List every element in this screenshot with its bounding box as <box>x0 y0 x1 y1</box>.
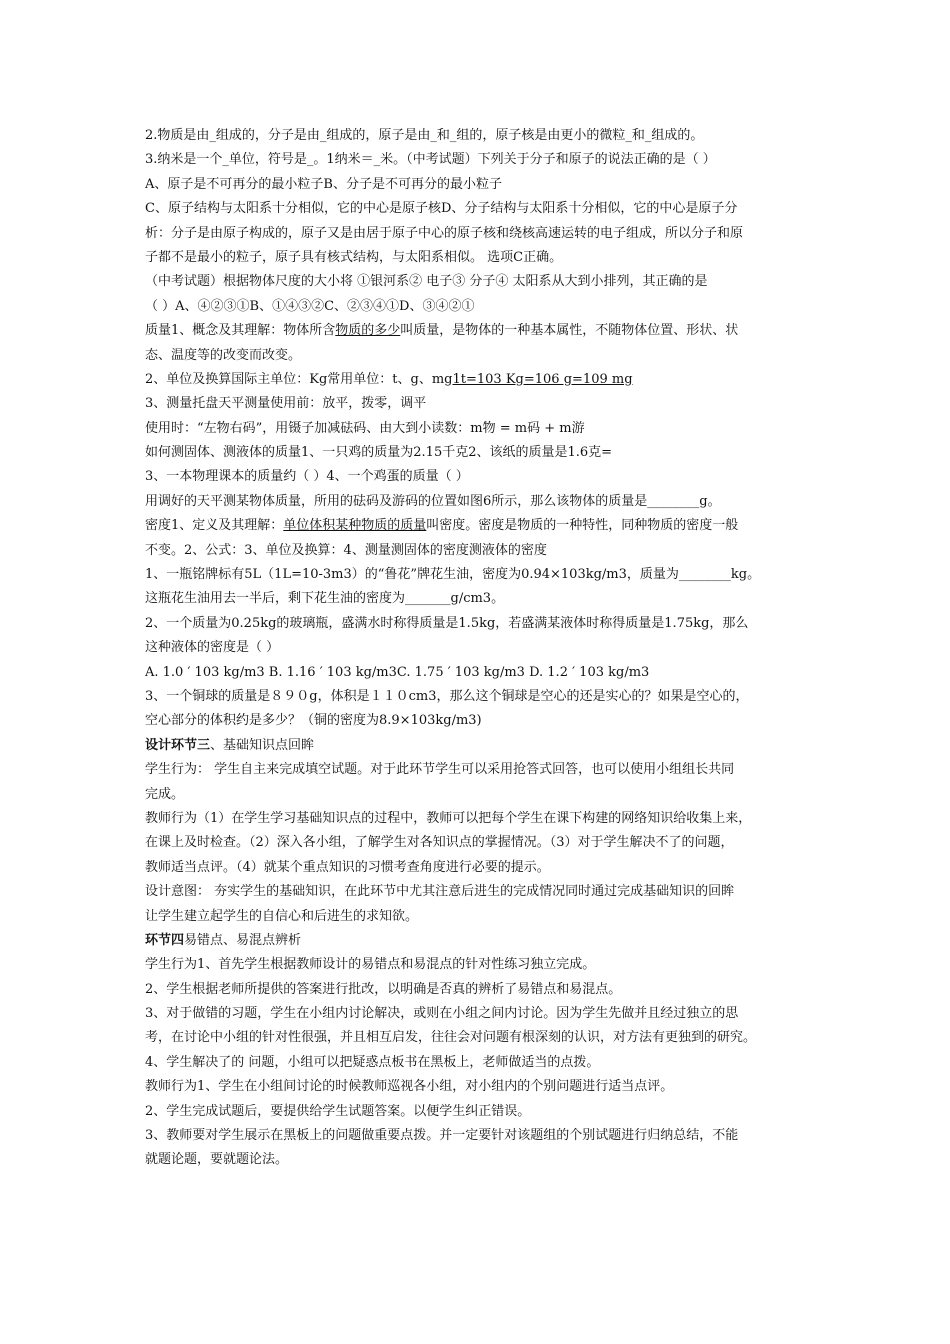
text-line: 学生行为1、首先学生根据教师设计的易错点和易混点的针对性练习独立完成。 <box>145 957 596 973</box>
text-line: 这瓶花生油用去一半后，剩下花生油的密度为_______g/cm3。 <box>145 591 505 607</box>
section-heading-bold: 设计环节三 <box>145 737 211 753</box>
section-heading-bold: 环节四 <box>145 932 185 948</box>
underlined-term: 物质的多少 <box>335 323 401 339</box>
text-line: 不变。2、公式：3、单位及换算：4、测量测固体的密度测液体的密度 <box>145 542 547 558</box>
text-line: （中考试题）根据物体尺度的大小将 ①银河系② 电子③ 分子④ 太阳系从大到小排列，其正确的是 <box>145 274 708 290</box>
text-line: 让学生建立起学生的自信心和后进生的求知欲。 <box>145 908 419 924</box>
text-line: 学生行为： 学生自主来完成填空试题。对于此环节学生可以采用抢答式回答，也可以使用小组组长共同 <box>145 762 735 778</box>
text-line: C、原子结构与太阳系十分相似，它的中心是原子核D、分子结构与太阳系十分相似，它的中心是原子分 <box>145 201 738 217</box>
text-line: 3、一本物理课本的质量约（ ）4、一个鸡蛋的质量（ ） <box>145 469 469 485</box>
text-line: 3、教师要对学生展示在黑板上的问题做重要点拨。并一定要针对该题组的个别试题进行归纳总结，不能 <box>145 1128 739 1144</box>
text-line: 这种液体的密度是（ ） <box>145 640 280 656</box>
text-line: 2、学生完成试题后，要提供给学生试题答案。以便学生纠正错误。 <box>145 1103 531 1119</box>
underlined-formula: 1t=103 Kg=106 g=109 mg <box>452 371 633 387</box>
underlined-term: 单位体积某种物质的质量 <box>283 518 427 534</box>
text-span: 叫质量，是物体的一种基本属性，不随物体位置、形状、状 <box>400 323 739 339</box>
text-line: 3、对于做错的习题，学生在小组内讨论解决，或则在小组之间内讨论。因为学生先做并且经过独立的思 <box>145 1006 739 1022</box>
text-line: 使用时：“左物右码”，用镊子加减砝码、由大到小读数：m物 = m码 + m游 <box>145 420 585 436</box>
document-body <box>145 124 817 1173</box>
text-line: 考，在讨论中小组的针对性很强，并且相互启发，往往会对问题有根深刻的认识，对方法有更独到的研究。 <box>145 1030 757 1046</box>
text-line: 2、学生根据老师所提供的答案进行批改，以明确是否真的辨析了易错点和易混点。 <box>145 981 622 997</box>
section-heading-rest: 易错点、易混点辨析 <box>184 932 302 948</box>
text-line: 就题论题，要就题论法。 <box>145 1152 289 1168</box>
section-heading <box>145 929 817 953</box>
text-line: 态、温度等的改变而改变。 <box>145 347 302 363</box>
text-line: A、原子是不可再分的最小粒子B、分子是不可再分的最小粒子 <box>145 176 502 192</box>
text-line: 2.物质是由_组成的，分子是由_组成的，原子是由_和_组的，原子核是由更小的微粒_和_组成的。 <box>145 128 704 143</box>
text-line: 子都不是最小的粒子，原子具有核式结构，与太阳系相似。 选项C正确。 <box>145 249 563 265</box>
text-line: 3、测量托盘天平测量使用前：放平，拨零，调平 <box>145 396 427 412</box>
text-span: 2、单位及换算国际主单位：Kg常用单位：t、g、mg <box>145 371 453 387</box>
text-line: 设计意图： 夯实学生的基础知识，在此环节中尤其注意后进生的完成情况同时通过完成基础知识的回眸 <box>145 884 735 900</box>
mass-unit-line <box>145 368 817 392</box>
text-span: 叫密度。密度是物质的一种特性，同种物质的密度一般 <box>426 518 739 534</box>
text-line: 如何测固体、测液体的质量1、一只鸡的质量为2.15千克2、该纸的质量是1.6克= <box>145 445 613 461</box>
text-line: 教师行为（1）在学生学习基础知识点的过程中，教师可以把每个学生在课下构建的网络知识给收集上来， <box>145 810 752 826</box>
mass-definition-line <box>145 319 817 343</box>
text-line: 空心部分的体积约是多少？（铜的密度为8.9×103kg/m3) <box>145 713 482 729</box>
text-line: 教师行为1、学生在小组间讨论的时候教师巡视各小组，对小组内的个别问题进行适当点评。 <box>145 1079 674 1095</box>
text-line: 1、一瓶铭牌标有5L（1L=10-3m3）的“鲁花”牌花生油，密度为0.94×103kg/m3，质量为________kg。 <box>145 567 761 583</box>
density-definition-line <box>145 514 817 538</box>
text-line: 教师适当点评。（4）就某个重点知识的习惯考查角度进行必要的提示。 <box>145 859 550 875</box>
text-line: A. 1.0 ′ 103 kg/m3 B. 1.16 ′ 103 kg/m3C. 1.75 ′ 103 kg/m3 D. 1.2 ′ 103 kg/m3 <box>145 664 650 680</box>
text-span: 质量1、概念及其理解：物体所含 <box>145 323 336 339</box>
text-line: 3.纳米是一个_单位，符号是_。1纳米＝_米。（中考试题）下列关于分子和原子的说法正确的是（ ） <box>145 152 716 168</box>
text-line: 用调好的天平测某物体质量，所用的砝码及游码的位置如图6所示，那么该物体的质量是________g。 <box>145 493 721 509</box>
text-line: 完成。 <box>145 786 185 802</box>
text-line: 2、一个质量为0.25kg的玻璃瓶，盛满水时称得质量是1.5kg，若盛满某液体时称得质量是1.75kg，那么 <box>145 615 749 631</box>
text-line: 3、一个铜球的质量是８９０g，体积是１１０cm3，那么这个铜球是空心的还是实心的？如果是空心的， <box>145 688 749 704</box>
section-heading-rest: 、基础知识点回眸 <box>210 737 315 753</box>
text-line: 4、学生解决了的 问题，小组可以把疑惑点板书在黑板上，老师做适当的点拨。 <box>145 1054 600 1070</box>
text-line: 在课上及时检查。（2）深入各小组，了解学生对各知识点的掌握情况。（3）对于学生解决不了的问题， <box>145 835 734 851</box>
text-line: 析：分子是由原子构成的，原子又是由居于原子中心的原子核和绕核高速运转的电子组成，所以分子和原 <box>145 225 744 241</box>
text-line: （ ）A、④②③①B、①④③②C、②③④①D、③④②① <box>145 298 475 314</box>
section-heading <box>145 734 817 758</box>
text-span: 密度1、定义及其理解： <box>145 518 284 534</box>
